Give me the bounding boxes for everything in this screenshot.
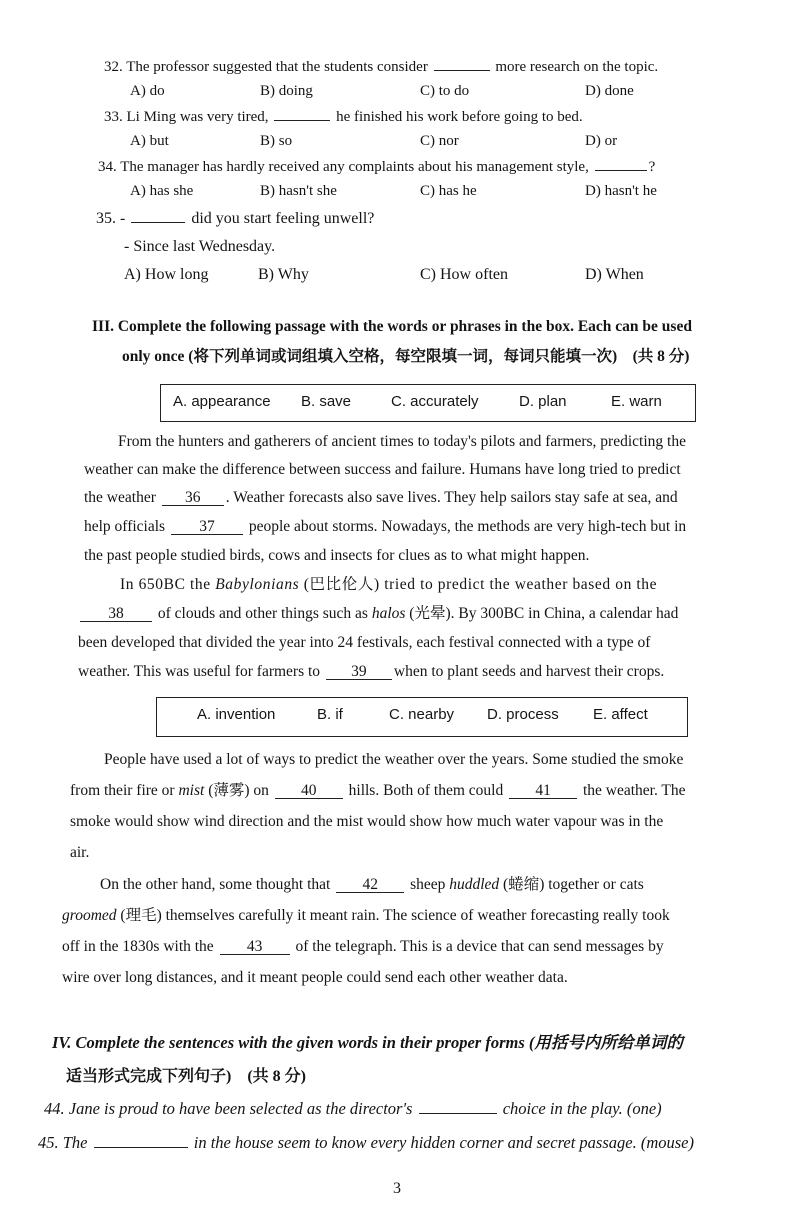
word-box-2 (156, 697, 688, 737)
q35-stem-b: did you start feeling unwell? (191, 210, 375, 227)
passage-p3-line4: air. (70, 844, 90, 861)
passage-p2-line4 (78, 662, 664, 682)
q35-option-d: D) When (585, 266, 644, 283)
q33-blank (274, 120, 330, 121)
q45-blank (94, 1147, 188, 1148)
passage-p2-line1 (120, 575, 657, 595)
passage-p4-line1-a: On the other hand, some thought that (100, 876, 331, 893)
word-box-1-item-c: C. accurately (391, 393, 479, 410)
word-box-2-item-c: C. nearby (389, 706, 455, 723)
word-box-1-item-a: A. appearance (173, 393, 271, 410)
passage-p4-line4: wire over long distances, and it meant people could send each other weather data. (62, 969, 568, 986)
passage-p3-line2-a: from their fire or (70, 782, 175, 799)
q34-option-b: B) hasn't she (260, 183, 337, 199)
q35-option-b: B) Why (258, 266, 309, 283)
q32-option-a: A) do (130, 83, 165, 99)
passage-p1-line4-b: people about storms. Nowadays, the methods are very high-tech but in (248, 518, 687, 535)
q34-option-a: A) has she (130, 183, 194, 199)
passage-p3-line2-d: the weather. The (582, 782, 686, 799)
page-number: 3 (393, 1180, 401, 1197)
q44-blank (419, 1113, 497, 1114)
q34-stem-b: ? (648, 159, 656, 175)
q35-option-c: C) How often (420, 266, 508, 283)
passage-p4-line1-c: (蜷缩) together or cats (503, 876, 644, 893)
q35-option-a: A) How long (124, 266, 209, 283)
word-box-2-item-a: A. invention (197, 706, 276, 723)
q33-option-d: D) or (585, 133, 618, 149)
passage-p2-line2 (78, 604, 678, 624)
word-box-1 (160, 384, 696, 422)
section4-heading-line2: 适当形式完成下列句子) (共 8 分) (66, 1068, 306, 1085)
q33-option-b: B) so (260, 133, 293, 149)
passage-p2-line1-a: In 650BC the (120, 576, 211, 593)
passage-p1-line3 (84, 488, 678, 508)
passage-p1-line5: the past people studied birds, cows and insects for clues as to what might happen. (84, 547, 590, 564)
q33-stem (104, 108, 583, 126)
term-babylonians: Babylonians (215, 576, 300, 593)
q33-option-c: C) nor (420, 133, 459, 149)
term-halos: halos (371, 605, 406, 622)
blank-36: 36 (162, 490, 224, 506)
term-huddled: huddled (449, 876, 500, 893)
blank-38: 38 (80, 606, 152, 622)
passage-p2-line4-b: when to plant seeds and harvest their crops. (393, 663, 665, 680)
passage-p1-line2: weather can make the difference between success and failure. Humans have long tried to predict (84, 461, 681, 478)
passage-p2-line2-b: (光晕). By 300BC in China, a calendar had (409, 605, 679, 622)
q32-stem-b: more research on the topic. (495, 59, 659, 75)
passage-p1-line4 (84, 517, 686, 537)
q32-stem (104, 58, 658, 76)
word-box-2-item-d: D. process (487, 706, 559, 723)
passage-p4-line1-b: sheep (410, 876, 446, 893)
word-box-1-item-d: D. plan (519, 393, 567, 410)
q44-stem-a: 44. Jane is proud to have been selected as the director's (44, 1099, 413, 1118)
passage-p2-line3: been developed that divided the year into 24 festivals, each festival connected with a type of (78, 634, 651, 651)
blank-42: 42 (336, 877, 404, 893)
passage-p4-line3-b: of the telegraph. This is a device that can send messages by (295, 938, 664, 955)
q34-stem (98, 158, 655, 176)
term-groomed: groomed (62, 907, 117, 924)
q35-blank (131, 222, 185, 223)
q32-option-c: C) to do (420, 83, 470, 99)
blank-43: 43 (220, 939, 290, 955)
passage-p3-line2-c: hills. Both of them could (348, 782, 504, 799)
q32-option-d: D) done (585, 83, 634, 99)
passage-p3-line2 (70, 781, 686, 801)
q35-stem (96, 210, 374, 228)
passage-p3-line2-b: (薄雾) on (208, 782, 269, 799)
passage-p1-line3-b: . Weather forecasts also save lives. They help sailors stay safe at sea, and (225, 489, 678, 506)
passage-p3-line3: smoke would show wind direction and the mist would show how much water vapour was in the (70, 813, 664, 830)
q32-option-b: B) doing (260, 83, 313, 99)
section3-heading-line1: III. Complete the following passage with the words or phrases in the box. Each can be used (92, 318, 692, 335)
q45-stem-a: 45. The (38, 1133, 88, 1152)
passage-p2-line1-b: (巴比伦人) tried to predict the weather based on the (303, 576, 658, 593)
section3-heading-line2: only once (将下列单词或词组填入空格，每空限填一词，每词只能填一次) (共 8 分) (122, 348, 690, 365)
term-mist: mist (178, 782, 205, 799)
q34-option-d: D) hasn't he (585, 183, 657, 199)
q32-stem-a: 32. The professor suggested that the students consider (104, 59, 428, 75)
passage-p4-line2 (62, 906, 670, 926)
q33-stem-b: he finished his work before going to bed. (336, 109, 583, 125)
blank-39: 39 (326, 664, 392, 680)
q35-stem-a: 35. - (96, 210, 126, 227)
passage-p2-line4-a: weather. This was useful for farmers to (78, 663, 321, 680)
passage-p1-line3-a: the weather (84, 489, 156, 506)
q33-option-a: A) but (130, 133, 169, 149)
q34-option-c: C) has he (420, 183, 477, 199)
q34-blank (595, 170, 647, 171)
blank-40: 40 (275, 783, 343, 799)
word-box-2-item-b: B. if (317, 706, 343, 723)
q44 (44, 1100, 662, 1118)
passage-p3-line1: People have used a lot of ways to predict the weather over the years. Some studied the smoke (104, 751, 684, 768)
passage-p4-line3 (62, 937, 664, 957)
passage-p4-line2-b: (理毛) themselves carefully it meant rain. The science of weather forecasting really took (120, 907, 670, 924)
section4-heading-line1: IV. Complete the sentences with the given words in their proper forms (用括号内所给单词的 (52, 1033, 683, 1052)
q44-stem-b: choice in the play. (one) (502, 1099, 662, 1118)
passage-p4-line1 (100, 875, 644, 895)
q34-stem-a: 34. The manager has hardly received any complaints about his management style, (98, 159, 589, 175)
passage-p4-line3-a: off in the 1830s with the (62, 938, 214, 955)
passage-p2-line2-a: of clouds and other things such as (157, 605, 368, 622)
passage-p1-line4-a: help officials (84, 518, 166, 535)
q32-blank (434, 70, 490, 71)
q35-reply: - Since last Wednesday. (124, 238, 276, 255)
q33-stem-a: 33. Li Ming was very tired, (104, 109, 269, 125)
blank-37: 37 (171, 519, 243, 535)
q45 (38, 1134, 694, 1152)
word-box-2-item-e: E. affect (593, 706, 648, 723)
word-box-1-item-e: E. warn (611, 393, 662, 410)
q45-stem-b: in the house seem to know every hidden corner and secret passage. (mouse) (193, 1133, 694, 1152)
blank-41: 41 (509, 783, 577, 799)
passage-p1-line1: From the hunters and gatherers of ancient times to today's pilots and farmers, predicting the (118, 433, 686, 450)
word-box-1-item-b: B. save (301, 393, 352, 410)
